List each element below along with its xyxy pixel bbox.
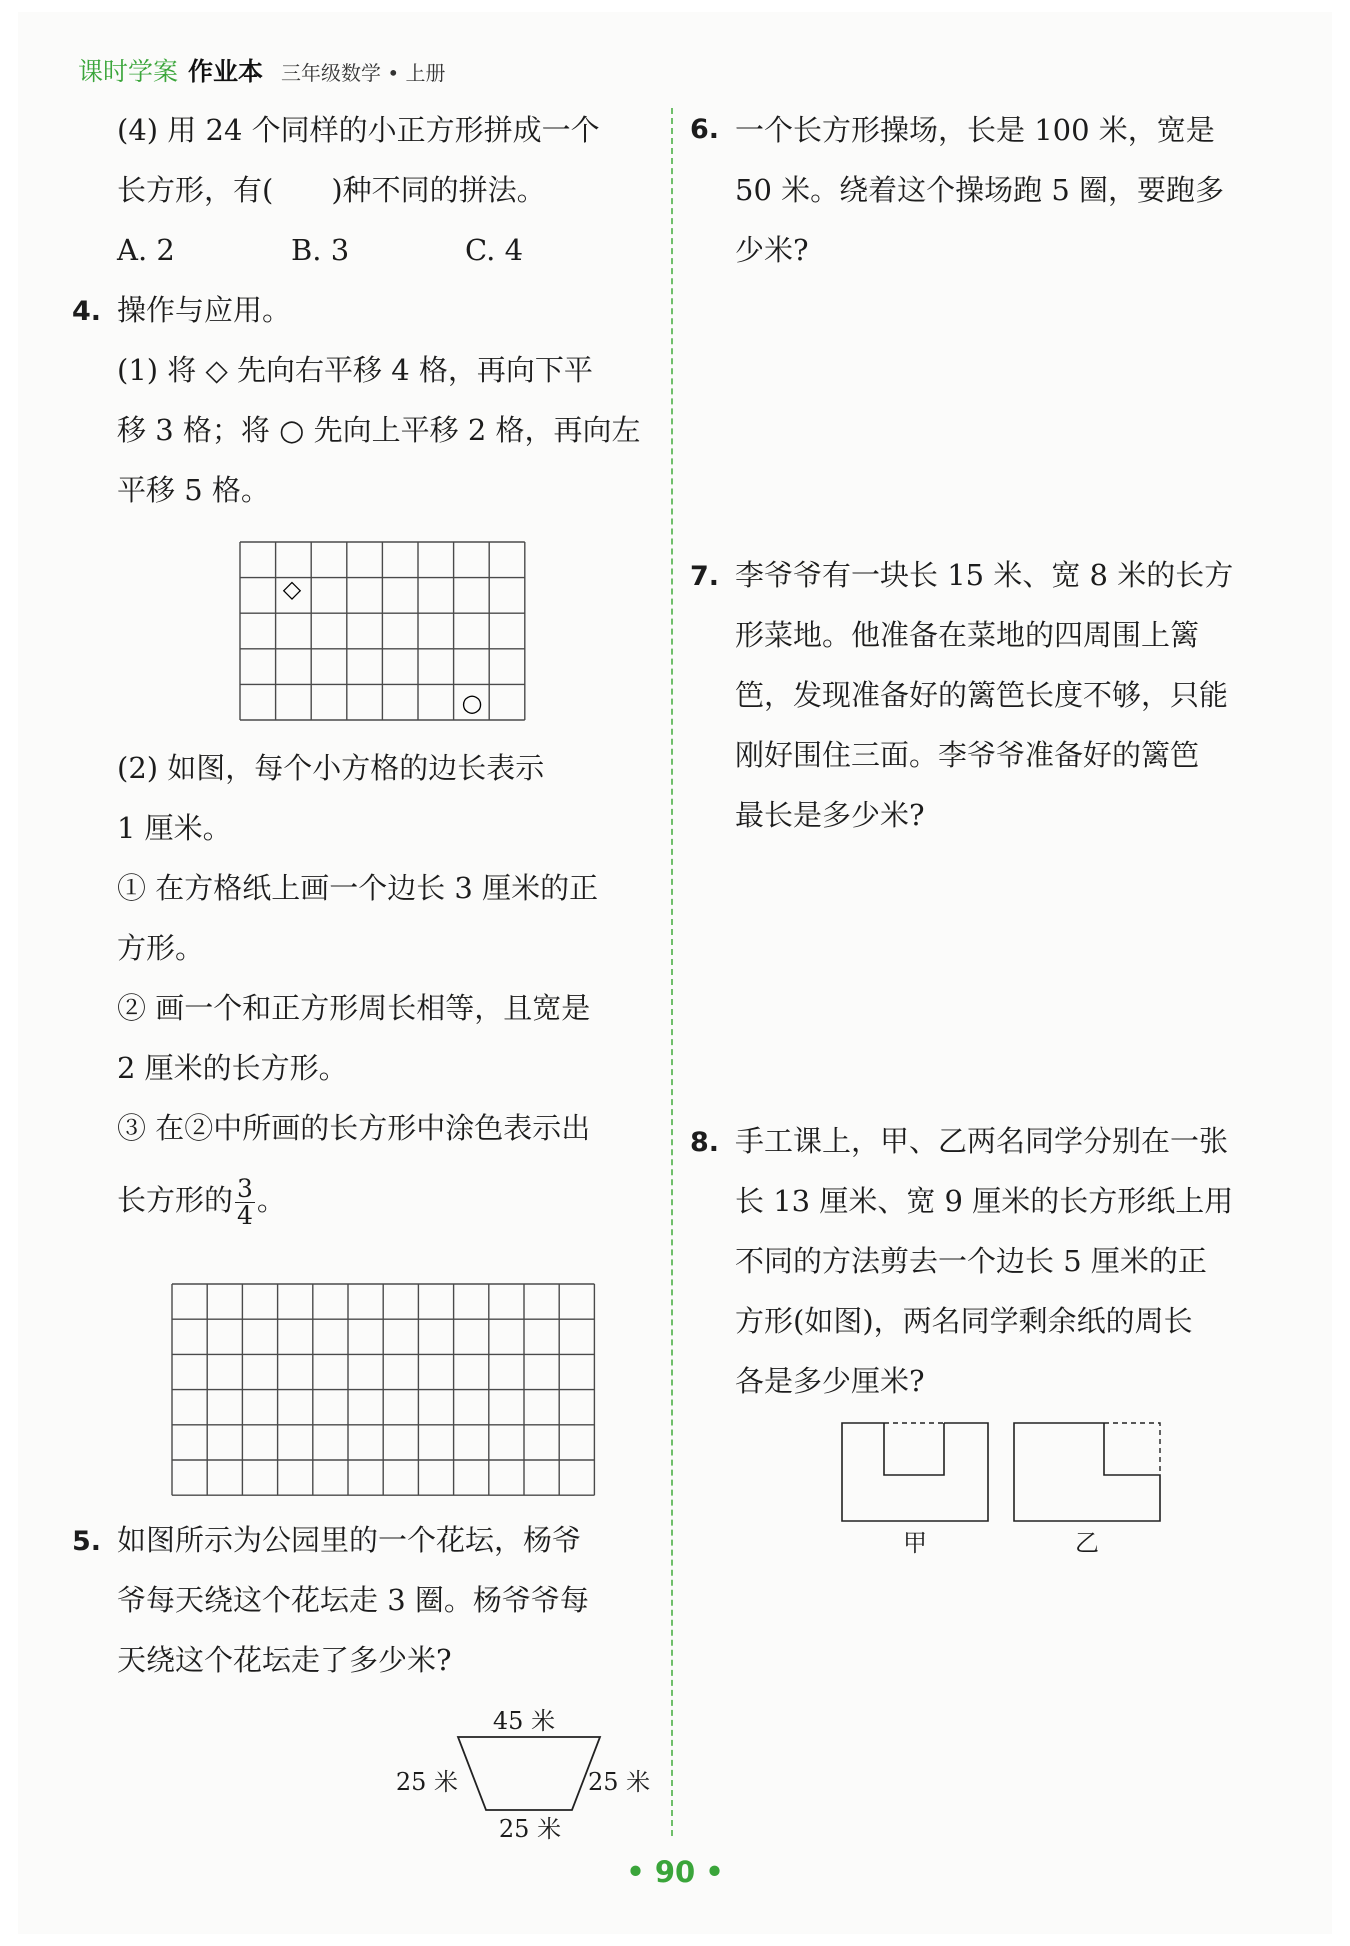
q3-4-line2: 长方形，有( )种不同的拼法。	[117, 173, 546, 207]
q4-s3-post: 。	[256, 1183, 286, 1217]
q4-p2-line2: 1 厘米。	[117, 811, 232, 845]
fraction-denominator: 4	[237, 1200, 253, 1230]
q8-number: 8.	[690, 1127, 720, 1158]
q6-text	[735, 100, 1295, 280]
brand-black-text: 作业本	[188, 57, 264, 86]
q3-part4	[117, 100, 657, 280]
q4-s2-line1: ② 画一个和正方形周长相等，且宽是	[117, 991, 591, 1025]
q6-line3: 少米?	[735, 233, 809, 267]
q8-line5: 各是多少厘米?	[735, 1364, 925, 1398]
trapezoid-shape	[458, 1737, 600, 1810]
column-divider	[671, 108, 673, 1836]
q4-number: 4.	[72, 296, 102, 327]
label-yi: 乙	[1075, 1529, 1099, 1557]
option-a: A. 2	[117, 233, 175, 267]
brand-green-text: 课时学案	[78, 57, 179, 86]
q8-line4: 方形(如图)，两名同学剩余纸的周长	[735, 1304, 1193, 1338]
right-length-label: 25 米	[588, 1768, 651, 1796]
translation-grid	[239, 541, 527, 721]
q4-s3-pre: 长方形的	[117, 1183, 234, 1217]
q4-s1-line1: ① 在方格纸上画一个边长 3 厘米的正	[117, 871, 599, 905]
diamond-shape: ◇	[282, 575, 302, 603]
figure-yi	[1014, 1423, 1160, 1557]
q8-line3: 不同的方法剪去一个边长 5 厘米的正	[735, 1244, 1207, 1278]
figure-jia	[842, 1423, 988, 1557]
q7-text	[735, 546, 1295, 846]
option-b: B. 3	[291, 233, 350, 267]
q7-line1: 李爷爷有一块长 15 米、宽 8 米的长方	[735, 558, 1234, 592]
q4-title: 操作与应用。	[117, 293, 292, 327]
q7-number: 7.	[690, 561, 720, 592]
q8-line2: 长 13 厘米、宽 9 厘米的长方形纸上用	[735, 1184, 1234, 1218]
q5-line1: 如图所示为公园里的一个花坛，杨爷	[117, 1523, 582, 1557]
q4-s3-line1: ③ 在②中所画的长方形中涂色表示出	[117, 1111, 591, 1145]
fraction-three-quarters	[235, 1173, 255, 1230]
q4-p2-line1: (2) 如图，每个小方格的边长表示	[117, 751, 545, 785]
q4-p1-line3: 平移 5 格。	[117, 473, 270, 507]
q5-line3: 天绕这个花坛走了多少米?	[117, 1643, 452, 1677]
q5-number: 5.	[72, 1526, 102, 1557]
q4-text-a	[117, 280, 657, 520]
q4-s2-line2: 2 厘米的长方形。	[117, 1051, 348, 1085]
top-length-label: 45 米	[492, 1707, 556, 1735]
q4-p1-line2: 移 3 格；将 ○ 先向上平移 2 格，再向左	[117, 413, 641, 447]
q7-line2: 形菜地。他准备在菜地的四周围上篱	[735, 618, 1200, 652]
q4-s1-line2: 方形。	[117, 931, 205, 965]
q5-text	[117, 1510, 657, 1690]
cut-paper-figures	[840, 1415, 1170, 1555]
left-length-label: 25 米	[395, 1768, 458, 1796]
q3-4-line1: (4) 用 24 个同样的小正方形拼成一个	[117, 113, 600, 147]
q4-s3-line2	[117, 1158, 657, 1242]
fraction-numerator: 3	[237, 1173, 253, 1203]
circle-shape: ○	[461, 689, 483, 717]
q3-4-options	[117, 220, 657, 280]
q4-p1-line1: (1) 将 ◇ 先向右平移 4 格，再向下平	[117, 353, 593, 387]
page-header	[78, 52, 446, 86]
q8-text	[735, 1112, 1295, 1412]
q7-line4: 刚好围住三面。李爷爷准备好的篱笆	[735, 738, 1200, 772]
q7-line3: 笆，发现准备好的篱笆长度不够，只能	[735, 678, 1229, 712]
q6-line1: 一个长方形操场，长是 100 米，宽是	[735, 113, 1215, 147]
q6-number: 6.	[690, 114, 720, 145]
drawing-grid	[171, 1283, 597, 1495]
book-subtitle: 三年级数学 • 上册	[281, 61, 446, 85]
page-number: • 90 •	[626, 1855, 724, 1889]
q5-line2: 爷每天绕这个花坛走 3 圈。杨爷爷每	[117, 1583, 589, 1617]
label-jia: 甲	[903, 1529, 927, 1557]
q4-text-b	[117, 738, 657, 1242]
bottom-length-label: 25 米	[498, 1815, 562, 1843]
q7-line5: 最长是多少米?	[735, 798, 925, 832]
option-c: C. 4	[465, 233, 524, 267]
flower-bed-figure	[395, 1700, 660, 1850]
q6-line2: 50 米。绕着这个操场跑 5 圈，要跑多	[735, 173, 1225, 207]
q8-line1: 手工课上，甲、乙两名同学分别在一张	[735, 1124, 1229, 1158]
